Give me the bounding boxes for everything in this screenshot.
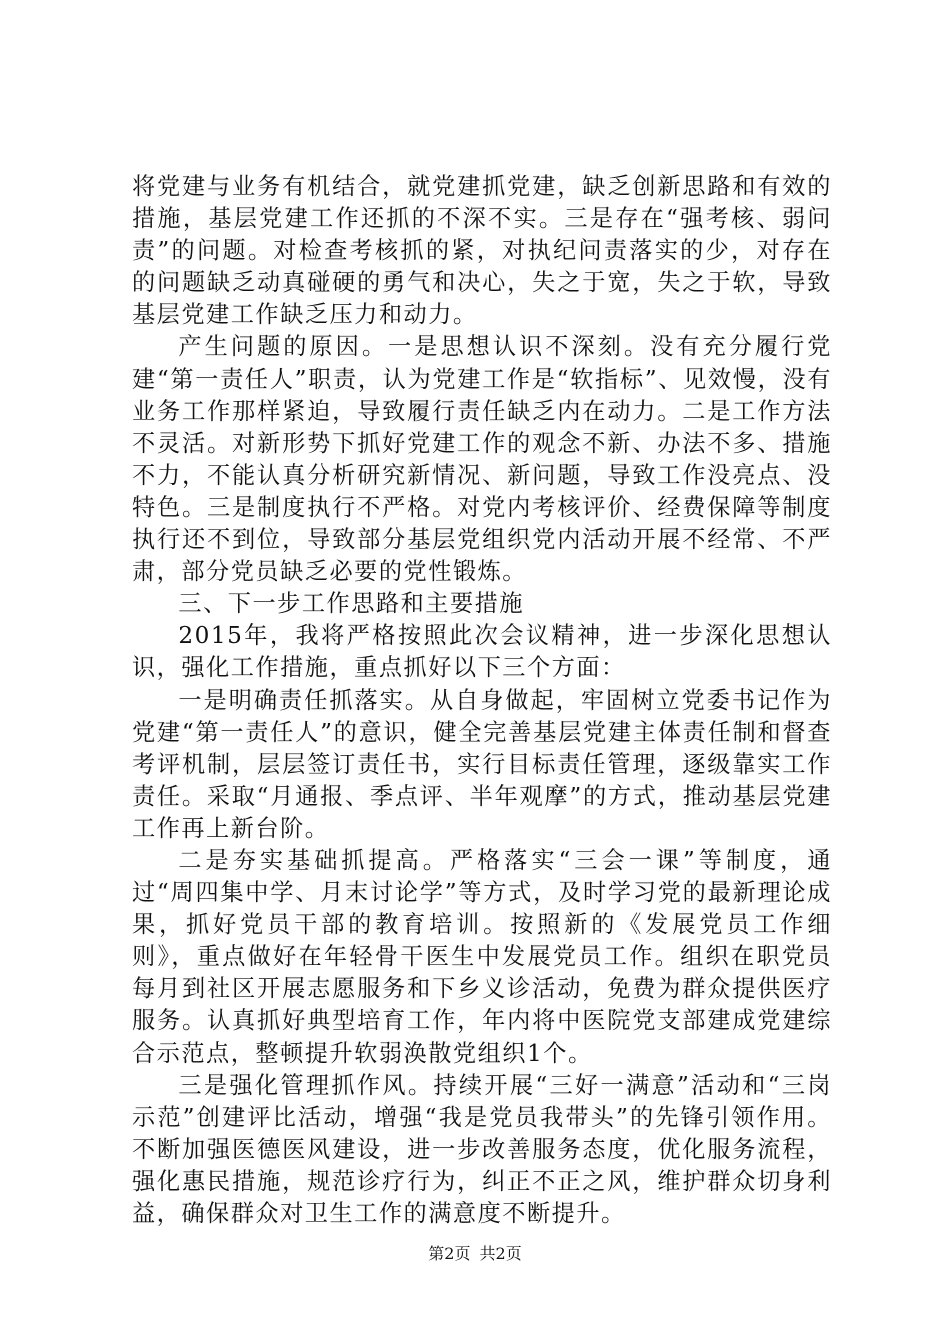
- page-footer: [0, 1241, 950, 1264]
- paragraph-measure-three: 三是强化管理抓作风。持续开展“三好一满意”活动和“三岗示范”创建评比活动，增强“我是党员我带头”的先锋引领作用。不断加强医德医风建设，进一步改善服务态度，优化服务流程，强化惠民措施，规范诊疗行为，纠正不正之风，维护群众切身利益，确保群众对卫生工作的满意度不断提升。: [132, 1071, 832, 1227]
- document-body: [132, 171, 832, 1230]
- paragraph-continuation: 将党建与业务有机结合，就党建抓党建，缺乏创新思路和有效的措施，基层党建工作还抓的不深不实。三是存在“强考核、弱问责”的问题。对检查考核抓的紧，对执纪问责落实的少，对存在的问题缺乏动真碰硬的勇气和决心，失之于宽，失之于软，导致基层党建工作缺乏压力和动力。: [132, 173, 832, 329]
- paragraph-measure-two: 二是夯实基础抓提高。严格落实“三会一课”等制度，通过“周四集中学、月末讨论学”等方式，及时学习党的最新理论成果，抓好党员干部的教育培训。按照新的《发展党员工作细则》，重点做好在年轻骨干医生中发展党员工作。组织在职党员每月到社区开展志愿服务和下乡义诊活动，免费为群众提供医疗服务。认真抓好典型培育工作，年内将中医院党支部建成党建综合示范点，整顿提升软弱涣散党组织1个。: [132, 846, 832, 1067]
- paragraph-measure-one: 一是明确责任抓落实。从自身做起，牢固树立党委书记作为党建“第一责任人”的意识，健全完善基层党建主体责任制和督查考评机制，层层签订责任书，实行目标责任管理，逐级靠实工作责任。采取“月通报、季点评、半年观摩”的方式，推动基层党建工作再上新台阶。: [132, 686, 832, 842]
- page-number: 第2页: [428, 1244, 471, 1263]
- paragraph-problem-causes: 产生问题的原因。一是思想认识不深刻。没有充分履行党建“第一责任人”职责，认为党建工作是“软指标”、见效慢，没有业务工作那样紧迫，导致履行责任缺乏内在动力。二是工作方法不灵活。对新形势下抓好党建工作的观念不新、办法不多、措施不力，不能认真分析研究新情况、新问题，导致工作没亮点、没特色。三是制度执行不严格。对党内考核评价、经费保障等制度执行还不到位，导致部分基层党组织党内活动开展不经常、不严肃，部分党员缺乏必要的党性锻炼。: [132, 333, 832, 586]
- page-total: 共2页: [479, 1244, 522, 1263]
- paragraph-2015-plan: 2015年，我将严格按照此次会议精神，进一步深化思想认识，强化工作措施，重点抓好以下三个方面：: [132, 622, 832, 682]
- section-heading-next-steps: 三、下一步工作思路和主要措施: [178, 590, 525, 618]
